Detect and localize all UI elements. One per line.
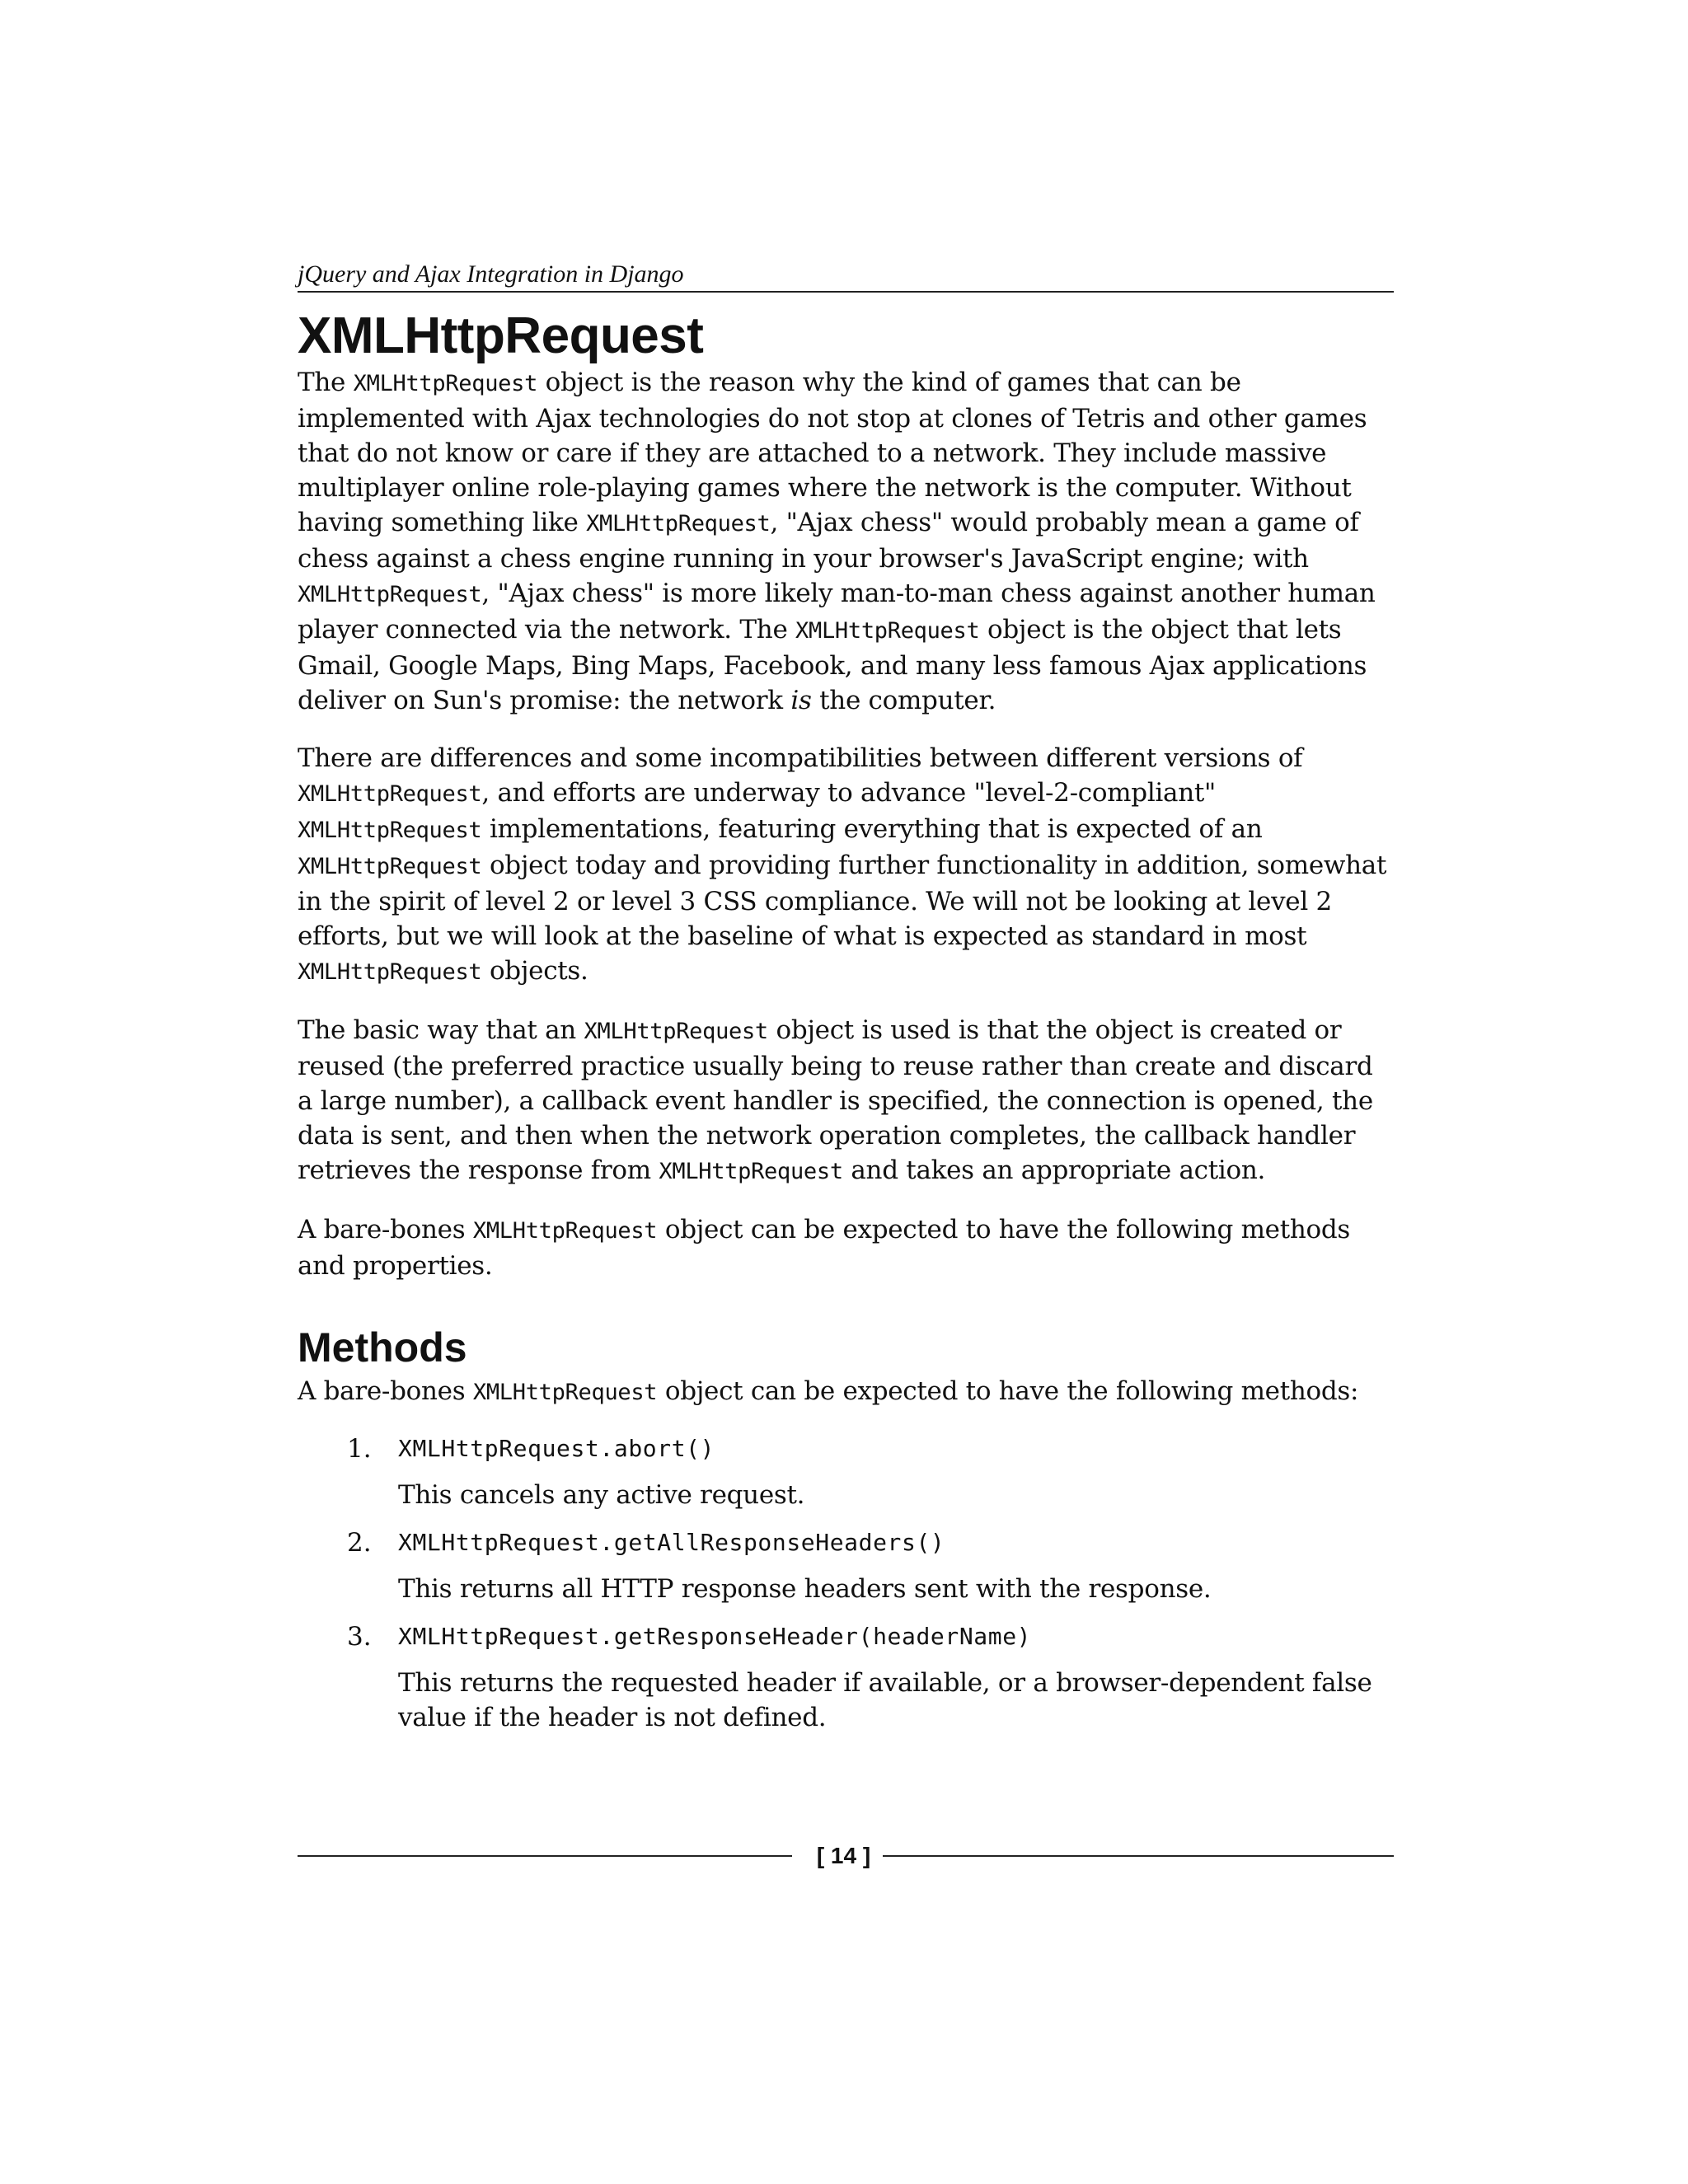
page-content [298, 259, 1394, 1748]
emphasis: is [790, 686, 812, 715]
paragraph-usage: The basic way that an XMLHttpRequest object is used is that the object is created or reused (the preferred practice usually being to reuse rather than create and discard a large number), a callback event handler is specified, the connection is opened, the data is sent, and then when the network operation completes, the callback handler retrieves the response from XMLHttpRequest and takes an appropriate action. [298, 1015, 1373, 1185]
page-title: XMLHttpRequest [298, 307, 704, 364]
inline-code: XMLHttpRequest [659, 1159, 843, 1184]
page-number: [ 14 ] [816, 1843, 871, 1868]
inline-code: XMLHttpRequest [298, 582, 482, 607]
footer-rule-right [883, 1855, 1394, 1857]
method-signature: XMLHttpRequest.getResponseHeader(headerName) [398, 1623, 1032, 1650]
inline-code: XMLHttpRequest [298, 781, 482, 807]
inline-code: XMLHttpRequest [298, 959, 482, 985]
method-number: 2. [347, 1528, 372, 1558]
method-signature: XMLHttpRequest.getAllResponseHeaders() [398, 1529, 945, 1556]
method-description: This returns all HTTP response headers sent with the response. [398, 1574, 1212, 1604]
inline-code: XMLHttpRequest [472, 1218, 658, 1244]
method-description: This cancels any active request. [398, 1480, 805, 1510]
method-item [298, 1619, 1394, 1735]
method-number: 3. [347, 1622, 372, 1652]
methods-intro: A bare-bones XMLHttpRequest object can be expected to have the following methods: [298, 1376, 1359, 1406]
methods-list [298, 1432, 1394, 1735]
page-footer [298, 1840, 1394, 1872]
inline-code: XMLHttpRequest [586, 511, 771, 537]
method-item [298, 1526, 1394, 1606]
paragraph-versions: There are differences and some incompatibilities between different versions of XMLHttpRequest, and efforts are underway to advance "level-2-compliant" XMLHttpRequest implementations, featuring everything that is expected of an XMLHttpRequest object today and providing further functionality in addition, somewhat in the spirit of level 2 or level 3 CSS compliance. We will not be looking at level 2 efforts, but we will look at the baseline of what is expected as standard in most XMLHttpRequest objects. [298, 743, 1387, 986]
paragraph-intro: The XMLHttpRequest object is the reason why the kind of games that can be implemented with Ajax technologies do not stop at clones of Tetris and other games that do not know or care if they are attached to a network. They include massive multiplayer online role-playing games where the network is the computer. Without having something like XMLHttpRequest, "Ajax chess" would probably mean a game of chess against a chess engine running in your browser's JavaScript engine; with XMLHttpRequest, "Ajax chess" is more likely man-to-man chess against another human player connected via the network. The XMLHttpRequest object is the object that lets Gmail, Google Maps, Bing Maps, Facebook, and many less famous Ajax applications deliver on Sun's promise: the network is the computer. [298, 368, 1376, 715]
method-item [298, 1432, 1394, 1512]
inline-code: XMLHttpRequest [795, 618, 980, 644]
footer-rule-left [298, 1855, 792, 1857]
inline-code: XMLHttpRequest [472, 1380, 658, 1405]
paragraph-bare-bones: A bare-bones XMLHttpRequest object can be expected to have the following methods and properties. [298, 1215, 1351, 1281]
method-number: 1. [347, 1434, 372, 1464]
section-heading-methods: Methods [298, 1324, 467, 1371]
method-signature: XMLHttpRequest.abort() [398, 1435, 715, 1462]
method-description: This returns the requested header if available, or a browser-dependent false value if the header is not defined. [398, 1668, 1372, 1732]
inline-code: XMLHttpRequest [298, 818, 482, 843]
running-header: jQuery and Ajax Integration in Django [298, 259, 1394, 293]
inline-code: XMLHttpRequest [298, 854, 482, 879]
inline-code: XMLHttpRequest [353, 371, 538, 396]
inline-code: XMLHttpRequest [584, 1019, 768, 1044]
